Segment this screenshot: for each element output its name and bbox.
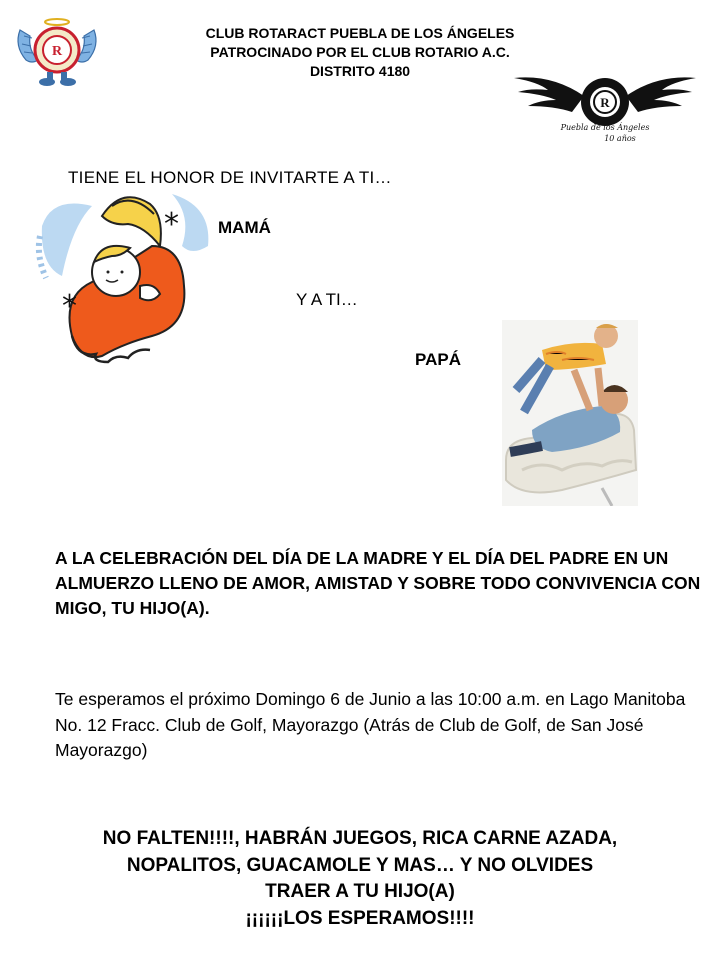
father-playing-with-son-photo [502, 320, 638, 506]
svg-text:R: R [600, 95, 610, 110]
mother-and-child-clipart-icon [32, 186, 218, 366]
label-mama: MAMÁ [218, 218, 271, 237]
rotaract-club-winged-logo-icon [12, 16, 102, 90]
rotaract-logo-right [512, 66, 698, 146]
closing-line-1: NO FALTEN!!!!, HABRÁN JUEGOS, RICA CARNE AZADA, [102, 828, 618, 849]
label-and-you: Y A TI… [296, 290, 358, 309]
celebration-paragraph: A LA CELEBRACIÓN DEL DÍA DE LA MADRE Y EL DÍA DEL PADRE EN UN ALMUERZO LLENO DE AMOR, AMISTAD Y SOBRE TODO CONVIVENCIA CON MIGO, TU HIJO(A). [55, 548, 701, 618]
svg-text:R: R [51, 44, 63, 59]
closing-block [20, 826, 700, 932]
mother-child-clipart [32, 186, 218, 366]
rotaract-wings-anniversary-logo-icon [512, 66, 698, 146]
closing-line-2: NOPALITOS, GUACAMOLE Y MAS… Y NO OLVIDES [126, 854, 594, 876]
label-papa: PAPÁ [415, 350, 461, 369]
svg-text:10 años: 10 años [604, 134, 636, 143]
header-line-sponsor: PATROCINADO POR EL CLUB ROTARIO A.C. [210, 44, 510, 60]
header-line-club: CLUB ROTARACT PUEBLA DE LOS ÁNGELES [205, 25, 515, 41]
svg-text:Puebla de los Ángeles: Puebla de los Ángeles [560, 123, 650, 132]
father-son-photo [502, 320, 638, 506]
event-details-text: Te esperamos el próximo Domingo 6 de Junio a las 10:00 a.m. en Lago Manitoba No. 12 Fracc. Club de Golf, Mayorazgo (Atrás de Club de Golf, de San José Mayorazgo) [55, 689, 686, 760]
svg-text:*: * [164, 207, 179, 242]
event-details-paragraph [55, 687, 695, 764]
svg-text:*: * [62, 289, 77, 324]
closing-line-3: TRAER A TU HIJO(A) [265, 881, 455, 902]
closing-line-4: ¡¡¡¡¡¡LOS ESPERAMOS!!!! [245, 907, 475, 929]
header-line-district: DISTRITO 4180 [309, 63, 411, 79]
invitation-intro: TIENE EL HONOR DE INVITARTE A TI… [68, 168, 392, 187]
rotaract-club-logo-left [12, 16, 102, 90]
